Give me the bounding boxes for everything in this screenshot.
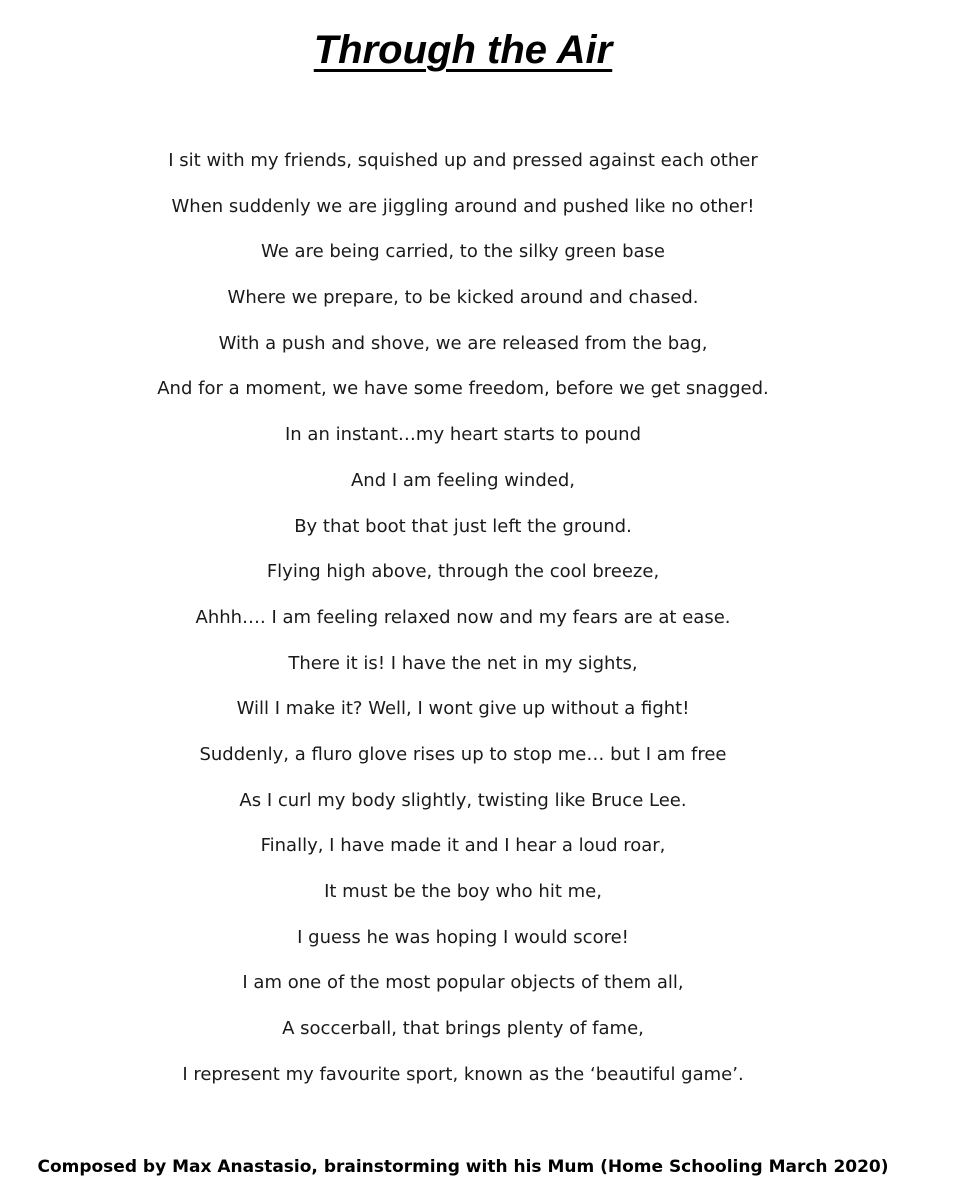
poem-line: With a push and shove, we are released from the bag, bbox=[218, 332, 708, 354]
poem-line: And for a moment, we have some freedom, before we get snagged. bbox=[157, 378, 769, 400]
poem-line: In an instant…my heart starts to pound bbox=[284, 424, 642, 446]
poem-title: Through the Air bbox=[313, 28, 613, 72]
poem-line: I sit with my friends, squished up and pressed against each other bbox=[168, 150, 758, 171]
poem-line: Will I make it? Well, I wont give up without a fight! bbox=[236, 698, 690, 720]
poem-line: It must be the boy who hit me, bbox=[324, 881, 602, 902]
poem-line: We are being carried, to the silky green base bbox=[261, 241, 665, 263]
poem-line: By that boot that just left the ground. bbox=[294, 515, 632, 537]
poem-line: Ahhh…. I am feeling relaxed now and my fears are at ease. bbox=[195, 606, 731, 628]
poem-line: When suddenly we are jiggling around and pushed like no other! bbox=[171, 195, 755, 217]
poem-line: Flying high above, through the cool breeze, bbox=[266, 561, 660, 583]
poem-line: As I curl my body slightly, twisting like Bruce Lee. bbox=[239, 789, 687, 811]
poem-line: Where we prepare, to be kicked around and chased. bbox=[227, 287, 699, 309]
poem-line: A soccerball, that brings plenty of fame, bbox=[282, 1018, 644, 1040]
poem-line: There it is! I have the net in my sights, bbox=[288, 652, 638, 674]
poem-line: I guess he was hoping I would score! bbox=[297, 926, 629, 948]
poem-line: Suddenly, a fluro glove rises up to stop me… but I am free bbox=[199, 743, 727, 765]
poem-line: Finally, I have made it and I hear a loud roar, bbox=[260, 835, 666, 857]
poem-line: I represent my favourite sport, known as the ‘beautiful game’. bbox=[182, 1063, 744, 1085]
author-credit: Composed by Max Anastasio, brainstorming with his Mum (Home Schooling March 2020) bbox=[37, 1157, 889, 1177]
poem-line: I am one of the most popular objects of them all, bbox=[242, 972, 684, 994]
poem-body bbox=[0, 146, 926, 1105]
poem-line: And I am feeling winded, bbox=[350, 469, 575, 491]
